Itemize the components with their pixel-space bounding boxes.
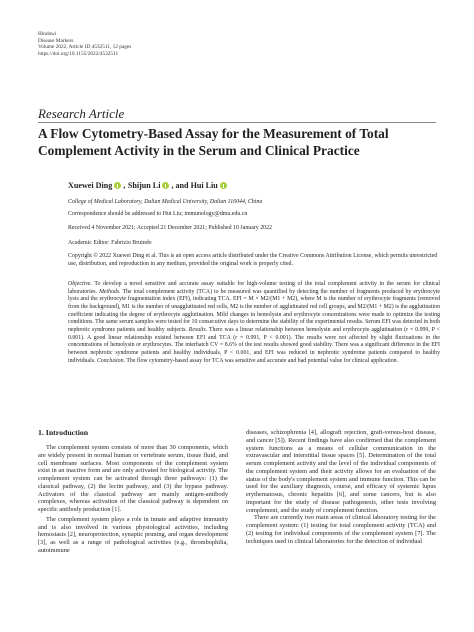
article-type: Research Article (38, 106, 125, 121)
body-paragraph: The complement system plays a role in innate and adaptive immunity and is also involved in various physiological activities, including hemostasis [2], neuroprotection, synaptic pruning, and organ development [3], as well as a range of pathological activities (e.g., thrombophilia, autoimmune (38, 515, 228, 554)
publication-dates: Received 4 November 2021; Accepted 21 December 2021; Published 10 January 2022 (68, 225, 272, 231)
body-paragraph: There are currently two main areas of clinical laboratory testing for the complement system: (1) testing for total complement activity (TCA) and (2) testing for individual components of the complement system [7]. The techniques used in clinical laboratories for the detection of individual (246, 514, 436, 545)
body-column-right (246, 429, 436, 545)
journal-name: Disease Markers (38, 37, 74, 44)
author-name: Hui Liu (190, 181, 218, 190)
orcid-icon[interactable] (114, 182, 121, 189)
affiliation: College of Medical Laboratory, Dalian Medical University, Dalian 116044, China (68, 199, 263, 205)
title-divider (38, 122, 436, 123)
journal-header (38, 31, 131, 57)
section-heading: 1. Introduction (38, 428, 89, 437)
abstract-methods-label: Methods. (99, 288, 121, 295)
author-name: Xuewei Ding (68, 181, 113, 190)
paper-title: A Flow Cytometry-Based Assay for the Measurement of Total Complement Activity in the Serum and Clinical Practice (38, 126, 389, 158)
author-conjunction: , and (171, 181, 191, 190)
correspondence: Correspondence should be addressed to Hui Liu; immunology@dmu.edu.cn (68, 211, 248, 217)
abstract-conclusion-label: Conclusion. (96, 357, 125, 364)
orcid-icon[interactable] (162, 182, 169, 189)
abstract-objective: To develop a novel sensitive and accurate assay suitable for high-volume testing of the total complement activity in the serum for clinical laboratories. (68, 281, 440, 295)
abstract-results-label: Results. (188, 326, 208, 333)
abstract-conclusion: The flow cytometry-based assay for TCA was sensitive and accurate and had potential value for clinical application. (125, 357, 399, 364)
abstract-methods: The total complement activity (TCA) to be measured was quantified by detecting the number of fragments produced by erythrocyte lysis and the erythrocyte fragmentation index (EFI), indicating TCA. EFI = M × M2/(M1 + M2), where M is the number of erythrocyte fragments (removed from the background), M1 is the number of unagglutinated red cells, M2 is the number of agglutinated red cell groups, and M2/(M1 + M2) is the agglutination coefficient indicating the degree of erythrocyte agglutination. Mild changes in hemolysin and erythrocyte concentrations were made to optimize the testing conditions. The same serum samples were tested for 10 consecutive days to determine the stability of the experimental results. Serum EFI was detected in both nephrotic syndrome patients and healthy subjects. (68, 288, 440, 333)
abstract (68, 281, 440, 365)
body-paragraph: The complement system consists of more than 30 components, which are widely present in normal human or vertebrate serum, tissue fluid, and cell membrane surfaces. Most components of the complement system exist in an inactive form and are only activated for biological activity. The complement system can be activated through three pathways: (1) the classical pathway, (2) the lectin pathway, and (3) the bypass pathway. Activators of the classical pathway are mainly antigen-antibody complexes, whereas activation of the classical pathway is dependent on specific antibody production [1]. (38, 444, 228, 513)
abstract-results: There was a linear relationship between hemolysin and erythrocyte agglutination (r = 0.999, P < 0.001). A good linear relationship existed between EFI and TCA (r = 0.991, P < 0.001). The results were not affected by slight fluctuations in the concentrations of hemolysin or erythrocytes. The interbatch CV = 8.6% of the test results showed good stability. There was a significant difference in the EFI between nephrotic syndrome patients and healthy individuals, P < 0.001, and EFI was reduced in nephrotic syndrome patients compared to healthy individuals. (68, 326, 440, 364)
body-column-left (38, 444, 228, 555)
publisher-name: Hindawi (38, 31, 57, 37)
abstract-objective-label: Objective. (68, 281, 92, 287)
author-name: Shijun Li (127, 181, 161, 190)
body-paragraph: diseases, schizophrenia [4], allograft rejection, graft-versus-host disease, and cancer [5]). Recent findings have also confirmed that the complement system functions as a means of cellular communication in the extravascular and interstitial tissue spaces [5]. Determination of the total serum complement activity and the level of the individual components of the complement system and their activity allows for an evaluation of the status of the body's complement system and immune function. This can be used for the auxiliary diagnosis, course, and efficacy of systemic lupus erythematosus, chronic hepatitis [6], and some cancers, but is also important for the study of disease pathogenesis, other tests involving complement, and the study of complement function. (246, 429, 436, 514)
doi-link[interactable]: https://doi.org/10.1155/2022/4532511 (38, 50, 119, 57)
copyright-notice: Copyright © 2022 Xuewei Ding et al. This is an open access article distributed under the Creative Commons Attribution License, which permits unrestricted use, distribution, and reproduction in any medium, provided the original work is properly cited. (68, 253, 438, 267)
academic-editor: Academic Editor: Fabrizio Bruindo (68, 240, 152, 246)
orcid-icon[interactable] (220, 182, 227, 189)
author-separator: , (123, 181, 126, 190)
author-list (68, 181, 229, 190)
volume-info: Volume 2022, Article ID 4532511, 12 pages (38, 44, 132, 51)
